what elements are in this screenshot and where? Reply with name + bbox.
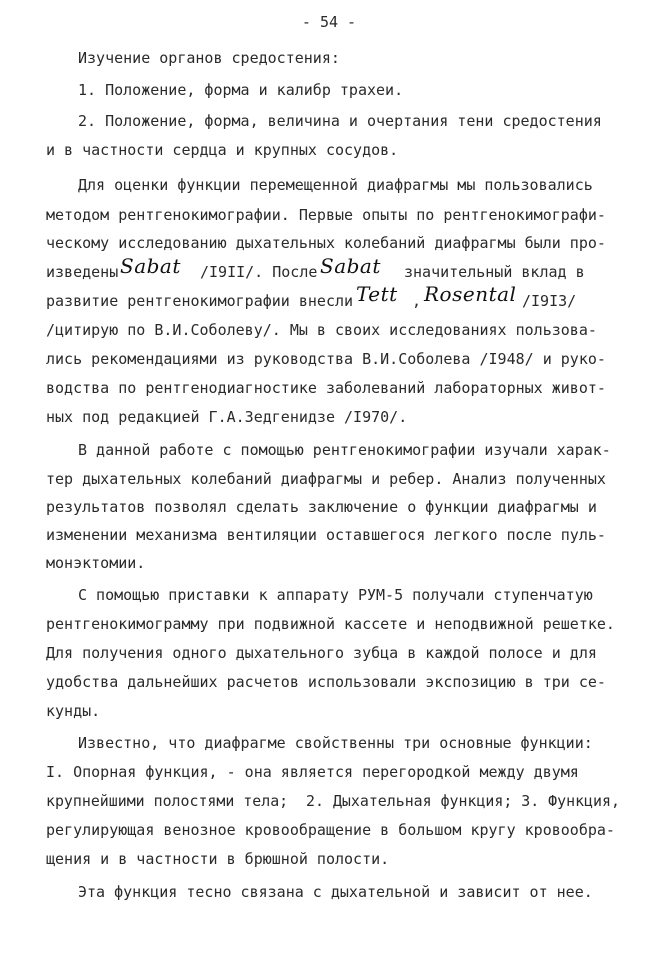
paragraph-4-line-4: регулирующая венозное кровообращение в большом кругу кровообра-: [46, 821, 615, 839]
handwritten-name-sabat-1: Sabat: [120, 254, 181, 278]
paragraph-4-line-5: щения и в частности в брюшной полости.: [46, 850, 390, 868]
page-number: - 54 -: [301, 13, 357, 31]
paragraph-4-line-2: I. Опорная функция, - она является перегородкой между двумя: [46, 763, 579, 781]
paragraph-2-line-3: результатов позволял сделать заключение о функции диафрагмы и: [46, 498, 597, 516]
paragraph-1-line-4-middle: /I9II/. После: [200, 263, 318, 281]
paragraph-4-line-1: Известно, что диафрагме свойственны три основные функции:: [78, 734, 593, 752]
paragraph-3-line-5: кунды.: [46, 702, 101, 720]
paragraph-1-line-9: ных под редакцией Г.А.Зедгенидзе /I970/.: [46, 408, 408, 426]
paragraph-1-line-1: Для оценки функции перемещенной диафрагмы мы пользовались: [78, 176, 593, 194]
paragraph-1-line-8: водства по рентгенодиагностике заболеваний лабораторных живот-: [46, 379, 606, 397]
paragraph-1-line-7: лись рекомендациями из руководства В.И.Соболева /I948/ и руко-: [46, 350, 606, 368]
paragraph-4-line-3: крупнейшими полостями тела; 2. Дыхательная функция; 3. Функция,: [46, 792, 620, 810]
list-item-2-line-1: 2. Положение, форма, величина и очертания тени средостения: [78, 112, 602, 130]
paragraph-2-line-2: тер дыхательных колебаний диафрагмы и ребер. Анализ полученных: [46, 470, 606, 488]
list-item-2-line-2: и в частности сердца и крупных сосудов.: [46, 141, 399, 159]
paragraph-2-line-4: изменении механизма вентиляции оставшегося легкого после пуль-: [46, 526, 606, 544]
paragraph-3-line-1: С помощью приставки к аппарату РУМ-5 получали ступенчатую: [78, 586, 593, 604]
paragraph-1-line-3: ческому исследованию дыхательных колебаний диафрагмы были про-: [46, 234, 606, 252]
paragraph-1-line-5-comma: ,: [412, 292, 422, 310]
paragraph-2-line-1: В данной работе с помощью рентгенокимографии изучали харак-: [78, 441, 611, 459]
paragraph-1-line-5-end: /I9I3/: [522, 292, 577, 310]
handwritten-name-sabat-2: Sabat: [320, 254, 381, 278]
paragraph-5-line-1: Эта функция тесно связана с дыхательной и зависит от нее.: [78, 883, 593, 901]
paragraph-1-line-4-start: изведены: [46, 263, 119, 281]
paragraph-1-line-5-start: развитие рентгенокимографии внесли: [46, 292, 354, 310]
handwritten-name-rosental: Rosental: [424, 282, 517, 306]
handwritten-name-tett: Tett: [356, 282, 398, 306]
paragraph-3-line-4: удобства дальнейших расчетов использовали экспозицию в три се-: [46, 673, 606, 691]
paragraph-1-line-4-end: значительный вклад в: [404, 263, 585, 281]
heading: Изучение органов средостения:: [78, 49, 340, 67]
paragraph-1-line-2: методом рентгенокимографии. Первые опыты по рентгенокимографи-: [46, 206, 606, 224]
paragraph-2-line-5: монэктомии.: [46, 554, 146, 572]
paragraph-3-line-3: Для получения одного дыхательного зубца в каждой полосе и для: [46, 644, 597, 662]
paragraph-3-line-2: рентгенокимограмму при подвижной кассете и неподвижной решетке.: [46, 615, 615, 633]
list-item-1: 1. Положение, форма и калибр трахеи.: [78, 81, 404, 99]
paragraph-1-line-6: /цитирую по В.И.Соболеву/. Мы в своих исследованиях пользова-: [46, 321, 597, 339]
